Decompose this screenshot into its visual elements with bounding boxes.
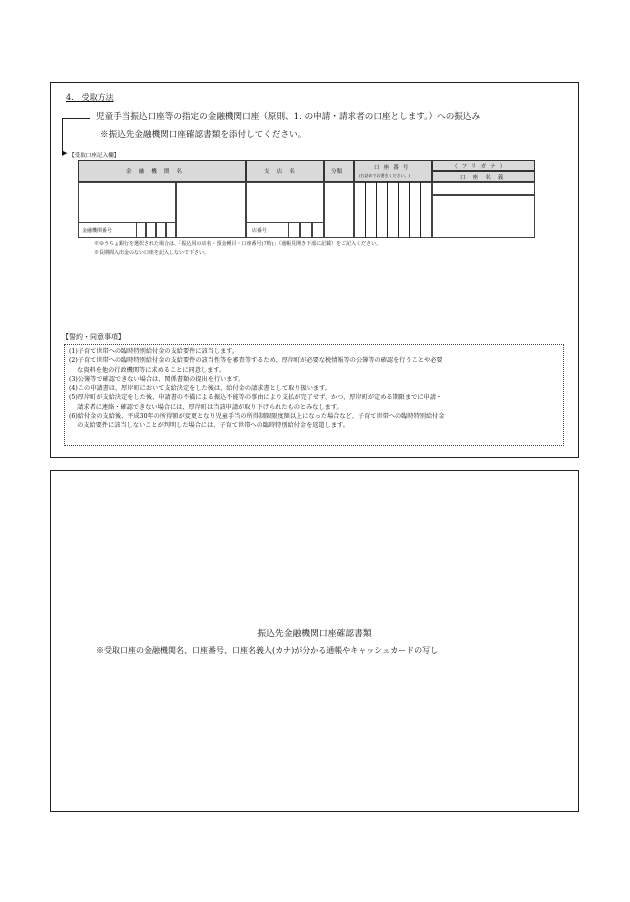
consent-item: (3)公簿等で確認できない場合は、関係書類の提出を行います。 xyxy=(69,375,245,383)
account-form-title: 【受取口座記入欄】 xyxy=(69,153,120,159)
consent-item: (2)子育て世帯への臨時特別給付金の支給要件の該当性等を審査等するため、厚岸町が必要な税情報等の公簿等の確認を行うことや必要 xyxy=(69,357,443,365)
bank-name-input-right[interactable] xyxy=(176,182,246,238)
furigana-input[interactable] xyxy=(432,182,535,195)
branch-code-digit[interactable] xyxy=(288,222,300,238)
holder-header: 口座名義 xyxy=(460,175,511,181)
account-table xyxy=(78,160,535,238)
attach-note: ※振込先金融機関口座確認書類を添付してください。 xyxy=(100,130,307,140)
branch-code-label: 店番号 xyxy=(252,228,268,234)
consent-title: 【誓約・同意事項】 xyxy=(62,333,125,341)
section-heading: 4. 受取方法 xyxy=(66,93,114,102)
type-header: 分類 xyxy=(331,169,343,175)
consent-item: の支給要件に該当しないことが判明した場合には、子育て世帯への臨時特別給付金を返還します。 xyxy=(69,422,349,430)
arrow-right-icon: ▶ xyxy=(62,149,68,157)
attachment-title: 振込先金融機関口座確認書類 xyxy=(257,629,372,639)
consent-item: (6)給付金の支給後、平成30年の所得額が変更となり児童手当の所得制限限度額以上になった場合など、子育て世帯への臨時特別給付金 xyxy=(69,413,445,421)
bank-code-digit[interactable] xyxy=(156,222,166,238)
attachment-desc: ※受取口座の金融機関名、口座番号、口座名義人(カナ)が分かる通帳やキャッシュカードの写し xyxy=(96,646,439,655)
bank-code-digit[interactable] xyxy=(136,222,146,238)
consent-item: な資料を他の行政機関等に求めることに同意します。 xyxy=(69,366,226,374)
branch-header: 支店名 xyxy=(264,169,302,175)
account-number-header: 口座番号 xyxy=(374,165,413,171)
furigana-header: （フリガナ） xyxy=(452,164,510,170)
bank-code-digit[interactable] xyxy=(146,222,156,238)
dormant-note: ※長期間入出金のない口座を記入しないで下さい。 xyxy=(94,250,210,256)
consent-item: (4)この申請書は、厚岸町において支給決定をした後は、給付金の請求書として取り扱います。 xyxy=(69,385,331,393)
account-type-input[interactable] xyxy=(324,182,354,238)
attachment-box xyxy=(50,470,579,812)
consent-item: (1)子育て世帯への臨時特別給付金の支給要件に該当します。 xyxy=(69,348,239,355)
bank-code-digit[interactable] xyxy=(166,222,176,238)
account-number-sub: (右詰めでお書きください。) xyxy=(359,173,411,178)
branch-code-digit[interactable] xyxy=(300,222,312,238)
consent-list xyxy=(69,347,445,431)
bank-code-label: 金融機関番号 xyxy=(82,228,113,234)
consent-item: 請求者に連絡・確認できない場合には、厚岸町は当該申請が取り下げられたものとみなします。 xyxy=(69,403,343,411)
yucho-note: ※ゆうちょ銀行を選択された場合は、「振込用の店名・預金種目・口座番号(7桁)」（通帳見開き下部に記載）をご記入ください。 xyxy=(94,241,382,247)
branch-code-digit[interactable] xyxy=(312,222,324,238)
bracket-top xyxy=(62,118,90,119)
transfer-method-line: 児童手当振込口座等の指定の金融機関口座（原則、1. の申請・請求者の口座とします。）への振込み xyxy=(96,112,481,122)
holder-name-input[interactable] xyxy=(432,195,535,238)
bank-name-header: 金融機関名 xyxy=(126,169,189,175)
consent-item: (5)厚岸町が支給決定をした後、申請書の不備による振込不能等の事由により支払が完了せず、かつ、厚岸町が定める期限までに申請・ xyxy=(69,394,443,402)
